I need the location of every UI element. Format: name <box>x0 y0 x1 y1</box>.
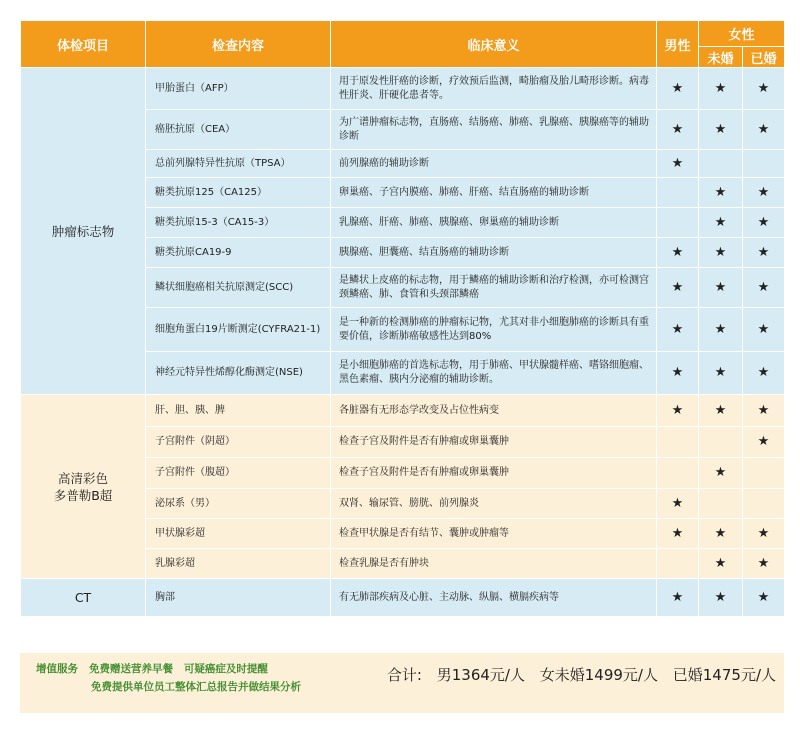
service-summary-report: 免费提供单位员工整体汇总报告并做结果分析 <box>91 681 301 693</box>
row-desc: 是小细胞肺癌的首选标志物，用于肺癌、甲状腺髓样癌、嗜铬细胞瘤、黑色素瘤、胰内分泌瘤的辅助诊断。 <box>331 352 657 395</box>
header-married: 已婚 <box>743 47 785 68</box>
male-star: ★ <box>657 519 699 549</box>
row-item: 胸部 <box>146 579 331 617</box>
row-desc: 检查甲状腺是否有结节、囊肿或肿瘤等 <box>331 519 657 549</box>
married-star <box>743 150 785 178</box>
married-star: ★ <box>743 308 785 352</box>
row-desc: 为广谱肿瘤标志物，直肠癌、结肠癌、肺癌、乳腺癌、胰腺癌等的辅助诊断 <box>331 110 657 150</box>
total-label: 合计: <box>386 666 422 684</box>
male-star <box>657 427 699 458</box>
table-row <box>21 68 785 110</box>
service-cancer-alert: 可疑癌症及时提醒 <box>183 663 268 675</box>
row-desc: 是鳞状上皮癌的标志物，用于鳞癌的辅助诊断和治疗检测，亦可检测宫颈鳞癌、肺、食管和头颈部鳞癌 <box>331 268 657 308</box>
group-ct: CT <box>21 579 146 617</box>
married-star: ★ <box>743 549 785 579</box>
unmarried-star <box>699 150 743 178</box>
unmarried-star: ★ <box>699 549 743 579</box>
male-star <box>657 458 699 489</box>
married-star: ★ <box>743 238 785 268</box>
row-desc: 检查子宫及附件是否有肿瘤或卵巢囊肿 <box>331 427 657 458</box>
married-star: ★ <box>743 110 785 150</box>
value-added-services <box>36 660 301 696</box>
unmarried-star: ★ <box>699 68 743 110</box>
male-star: ★ <box>657 268 699 308</box>
row-desc: 用于原发性肝癌的诊断，疗效预后监测，畸胎瘤及胎儿畸形诊断。病毒性肝炎、肝硬化患者等。 <box>331 68 657 110</box>
male-star: ★ <box>657 238 699 268</box>
footer-bar <box>20 653 784 713</box>
male-star: ★ <box>657 395 699 427</box>
row-item: 鳞状细胞癌相关抗原测定(SCC) <box>146 268 331 308</box>
row-item: 细胞角蛋白19片断测定(CYFRA21-1) <box>146 308 331 352</box>
row-item: 甲状腺彩超 <box>146 519 331 549</box>
row-desc: 前列腺癌的辅助诊断 <box>331 150 657 178</box>
married-star <box>743 489 785 519</box>
married-star: ★ <box>743 268 785 308</box>
unmarried-star: ★ <box>699 110 743 150</box>
group-ultrasound-line2: 多普勒B超 <box>53 487 113 503</box>
male-star <box>657 178 699 208</box>
married-star: ★ <box>743 395 785 427</box>
unmarried-star: ★ <box>699 395 743 427</box>
unmarried-star <box>699 489 743 519</box>
header-meaning: 临床意义 <box>331 21 657 68</box>
unmarried-star: ★ <box>699 238 743 268</box>
married-star: ★ <box>743 178 785 208</box>
unmarried-star: ★ <box>699 178 743 208</box>
total-female-unmarried: 女未婚1499元/人 <box>539 666 658 684</box>
group-ultrasound-line1: 高清彩色 <box>57 470 108 486</box>
total-female-married: 已婚1475元/人 <box>672 666 776 684</box>
group-tumor-markers: 肿瘤标志物 <box>21 68 146 395</box>
row-desc: 乳腺癌、肝癌、肺癌、胰腺癌、卵巢癌的辅助诊断 <box>331 208 657 238</box>
male-star: ★ <box>657 308 699 352</box>
header-unmarried: 未婚 <box>699 47 743 68</box>
male-star: ★ <box>657 352 699 395</box>
row-desc: 卵巢癌、子宫内膜癌、肺癌、肝癌、结直肠癌的辅助诊断 <box>331 178 657 208</box>
row-item: 糖类抗原125（CA125） <box>146 178 331 208</box>
total-male: 男1364元/人 <box>436 666 525 684</box>
unmarried-star: ★ <box>699 579 743 617</box>
married-star: ★ <box>743 68 785 110</box>
service-breakfast: 免费赠送营养早餐 <box>88 663 173 675</box>
row-desc: 检查乳腺是否有肿块 <box>331 549 657 579</box>
row-item: 乳腺彩超 <box>146 549 331 579</box>
male-star: ★ <box>657 489 699 519</box>
unmarried-star: ★ <box>699 458 743 489</box>
married-star: ★ <box>743 352 785 395</box>
row-desc: 有无肺部疾病及心脏、主动脉、纵膈、横膈疾病等 <box>331 579 657 617</box>
unmarried-star: ★ <box>699 352 743 395</box>
row-item: 总前列腺特异性抗原（TPSA） <box>146 150 331 178</box>
price-total <box>377 664 776 685</box>
package-table <box>20 20 785 617</box>
unmarried-star <box>699 427 743 458</box>
row-item: 糖类抗原15-3（CA15-3） <box>146 208 331 238</box>
row-item: 神经元特异性烯醇化酶测定(NSE) <box>146 352 331 395</box>
unmarried-star: ★ <box>699 308 743 352</box>
male-star <box>657 208 699 238</box>
header-female: 女性 <box>699 21 785 47</box>
unmarried-star: ★ <box>699 208 743 238</box>
unmarried-star: ★ <box>699 519 743 549</box>
row-desc: 是一种新的检测肺癌的肿瘤标记物，尤其对非小细胞肺癌的诊断具有重要价值，诊断肺癌敏感性达到80% <box>331 308 657 352</box>
married-star: ★ <box>743 519 785 549</box>
row-item: 泌尿系（男） <box>146 489 331 519</box>
row-item: 肝、胆、胰、脾 <box>146 395 331 427</box>
row-item: 糖类抗原CA19-9 <box>146 238 331 268</box>
row-desc: 胰腺癌、胆囊癌、结直肠癌的辅助诊断 <box>331 238 657 268</box>
married-star: ★ <box>743 427 785 458</box>
male-star: ★ <box>657 579 699 617</box>
married-star: ★ <box>743 208 785 238</box>
group-ultrasound <box>21 395 146 579</box>
table-row <box>21 579 785 617</box>
row-item: 子宫附件（阴超） <box>146 427 331 458</box>
male-star: ★ <box>657 68 699 110</box>
row-item: 子宫附件（腹超） <box>146 458 331 489</box>
row-desc: 双肾、输尿管、膀胱、前列腺炎 <box>331 489 657 519</box>
row-item: 癌胚抗原（CEA） <box>146 110 331 150</box>
married-star <box>743 458 785 489</box>
row-item: 甲胎蛋白（AFP） <box>146 68 331 110</box>
header-content: 检查内容 <box>146 21 331 68</box>
row-desc: 各脏器有无形态学改变及占位性病变 <box>331 395 657 427</box>
service-label: 增值服务 <box>36 663 78 675</box>
table-row <box>21 395 785 427</box>
row-desc: 检查子宫及附件是否有肿瘤或卵巢囊肿 <box>331 458 657 489</box>
married-star: ★ <box>743 579 785 617</box>
header-male: 男性 <box>657 21 699 68</box>
male-star: ★ <box>657 150 699 178</box>
header-item: 体检项目 <box>21 21 146 68</box>
male-star: ★ <box>657 110 699 150</box>
male-star <box>657 549 699 579</box>
package-table-wrapper <box>20 20 784 617</box>
unmarried-star: ★ <box>699 268 743 308</box>
